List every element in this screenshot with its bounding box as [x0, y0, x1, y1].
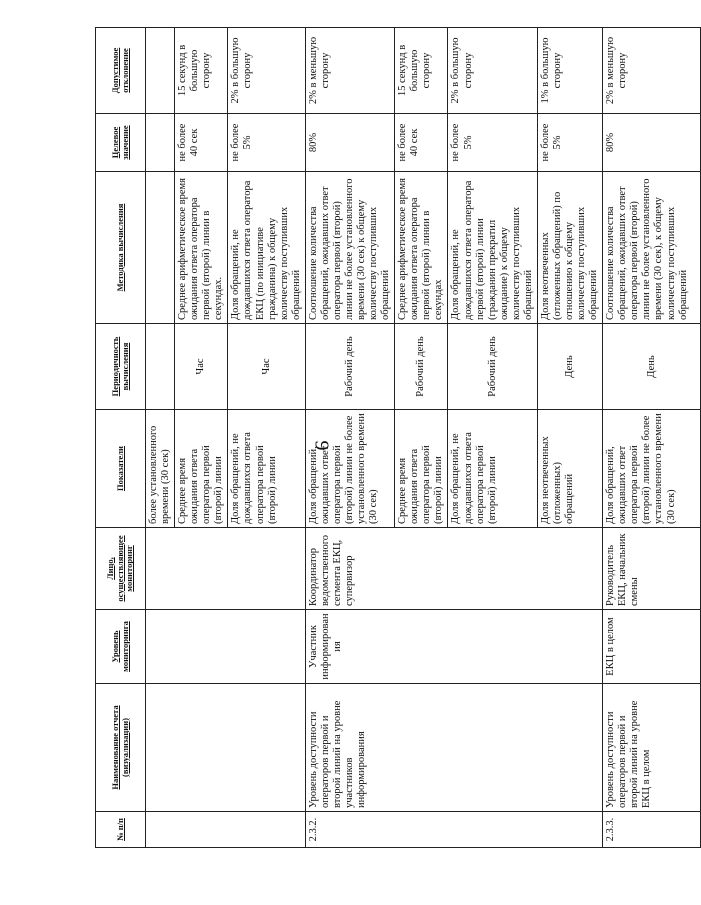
period-cell: День [603, 324, 701, 410]
person-cell [146, 528, 306, 610]
method-cell: Доля неотвеченных (отложенных обращений) по отношению к общему количеству поступивших обращений [537, 172, 602, 324]
table-row [603, 28, 701, 848]
header-indicator: Показатели [96, 410, 146, 528]
header-deviation: Допустимое отклонение [96, 28, 146, 114]
method-cell: Доля обращений, не дождавшихся ответа оператора ЕКЦ (по инициативе гражданина) к общему количеству поступивших обращений [228, 172, 305, 324]
target-cell: не более 5% [228, 114, 305, 172]
deviation-cell: 2% в большую сторону [448, 28, 537, 114]
method-cell: Среднее арифметическое время ожидания ответа оператора первой (второй) линии в секундах. [175, 172, 228, 324]
header-period: Периодичность вычисления [96, 324, 146, 410]
deviation-cell: 2% в меньшую сторону [603, 28, 701, 114]
indicator-cell: Доля обращений, ожидавших ответ оператора первой (второй) линии не более установленного времени (30 сек) [305, 410, 394, 528]
table-row [146, 28, 175, 848]
header-method: Методика вычисления [96, 172, 146, 324]
level-cell [146, 610, 306, 684]
num-cell [146, 812, 306, 848]
deviation-cell: 15 секунд в большую сторону [395, 28, 448, 114]
deviation-cell: 1% в большую сторону [537, 28, 602, 114]
method-cell: Соотношение количества обращений, ожидавших ответ оператора первой (второй) линии не более установленного времени (30 сек), к общему количеству поступивших обращений [603, 172, 701, 324]
target-cell: не более 40 сек [395, 114, 448, 172]
monitoring-level: Участник информирования [305, 610, 602, 684]
report-name: Уровень доступности операторов первой и второй линий на уровне ЕКЦ в целом [603, 684, 701, 812]
target-cell: не более 5% [448, 114, 537, 172]
period-cell: День [537, 324, 602, 410]
period-cell [146, 324, 175, 410]
table-row [305, 28, 394, 848]
report-name: Уровень доступности операторов первой и второй линий на уровне участников информирования [305, 684, 602, 812]
section-number: 2.3.2. [305, 812, 602, 848]
target-cell: 80% [603, 114, 701, 172]
indicator-cell: Доля обращений, не дождавшихся ответа оператора первой (второй) линии [448, 410, 537, 528]
method-cell: Среднее арифметическое время ожидания ответа оператора первой (второй) линии в секундах [395, 172, 448, 324]
period-cell: Час [228, 324, 305, 410]
method-cell: Доля обращений, не дождавшихся ответа оператора первой (второй) линии (гражданин прекратил ожидание) к общему количеству поступивших обращений [448, 172, 537, 324]
rotated-table-wrap [95, 28, 689, 848]
target-cell: 80% [305, 114, 394, 172]
period-cell: Рабочий день [305, 324, 394, 410]
page-number: 9 [310, 440, 333, 451]
header-target: Целевое значение [96, 114, 146, 172]
method-cell [146, 172, 175, 324]
section-number: 2.3.3. [603, 812, 701, 848]
header-num: № п/п [96, 812, 146, 848]
indicator-cell: Среднее время ожидания ответа оператора первой (второй) линии [395, 410, 448, 528]
monitoring-table [95, 27, 701, 848]
header-name: Наименование отчета (визуализации) [96, 684, 146, 812]
header-row [96, 28, 146, 848]
monitoring-person: Руководитель ЕКЦ, начальник смены [603, 528, 701, 610]
period-cell: Рабочий день [448, 324, 537, 410]
deviation-cell: 15 секунд в большую сторону [175, 28, 228, 114]
deviation-cell: 2% в большую сторону [228, 28, 305, 114]
indicator-cell: Среднее время ожидания ответа оператора первой (второй) линии [175, 410, 228, 528]
method-cell: Соотношение количества обращений, ожидавших ответ оператора первой (второй) линии не более установленного времени (30 сек) к общему количеству поступивших обращений [305, 172, 394, 324]
indicator-cell: более установленного времени (30 сек) [146, 410, 175, 528]
deviation-cell [146, 28, 175, 114]
monitoring-level: ЕКЦ в целом [603, 610, 701, 684]
target-cell: не более 5% [537, 114, 602, 172]
header-person: Лицо, осуществляющее мониторинг [96, 528, 146, 610]
indicator-cell: Доля обращений, не дождавшихся ответа оператора первой (второй) линии [228, 410, 305, 528]
deviation-cell: 2% в меньшую сторону [305, 28, 394, 114]
period-cell: Рабочий день [395, 324, 448, 410]
header-level: Уровень мониторинга [96, 610, 146, 684]
name-cell [146, 684, 306, 812]
indicator-cell: Доля неотвеченных (отложенных) обращений [537, 410, 602, 528]
target-cell [146, 114, 175, 172]
indicator-cell: Доля обращений, ожидавших ответ оператора первой (второй) линии не более установленного времени (30 сек) [603, 410, 701, 528]
monitoring-person: Координатор ведомственного сегмента ЕКЦ, супервизор [305, 528, 602, 610]
period-cell: Час [175, 324, 228, 410]
target-cell: не более 40 сек [175, 114, 228, 172]
